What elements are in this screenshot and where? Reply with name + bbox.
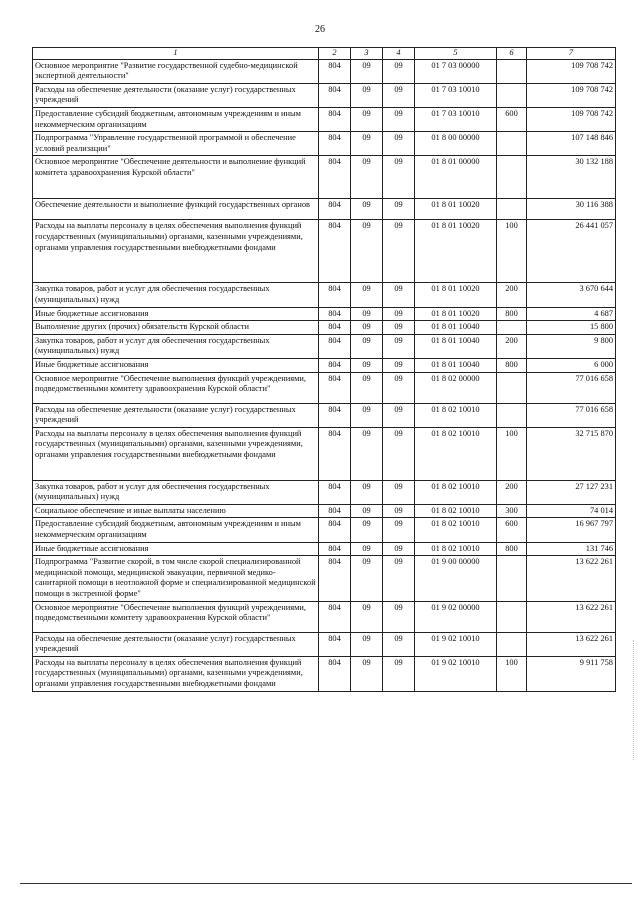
row-name-cell: Иные бюджетные ассигнования	[33, 307, 319, 321]
row-subsection-code: 09	[383, 480, 415, 504]
row-name-cell: Обеспечение деятельности и выполнение функций государственных органов	[33, 199, 319, 220]
row-subsection-code: 09	[383, 403, 415, 427]
row-target-article: 01 8 02 00000	[415, 372, 497, 403]
table-row	[33, 480, 616, 504]
row-expense-type: 800	[497, 358, 527, 372]
row-subsection-code: 09	[383, 518, 415, 542]
table-row	[33, 321, 616, 335]
row-section-code: 09	[351, 220, 383, 283]
row-ministry-code: 804	[319, 132, 351, 156]
row-section-code: 09	[351, 132, 383, 156]
header-col-4: 4	[383, 48, 415, 60]
row-subsection-code: 09	[383, 107, 415, 131]
row-name-cell: Предоставление субсидий бюджетным, автономным учреждениям и иным некоммерческим организациям	[33, 107, 319, 131]
row-name-cell: Расходы на обеспечение деятельности (оказание услуг) государственных учреждений	[33, 403, 319, 427]
row-expense-type	[497, 321, 527, 335]
row-amount: 13 622 261	[527, 601, 616, 632]
row-subsection-code: 09	[383, 307, 415, 321]
table-row	[33, 372, 616, 403]
row-target-article: 01 8 01 00000	[415, 156, 497, 199]
row-amount: 107 148 846	[527, 132, 616, 156]
row-amount: 109 708 742	[527, 83, 616, 107]
row-target-article: 01 7 03 10010	[415, 83, 497, 107]
row-subsection-code: 09	[383, 601, 415, 632]
row-section-code: 09	[351, 156, 383, 199]
row-amount: 77 016 658	[527, 403, 616, 427]
row-section-code: 09	[351, 632, 383, 656]
header-col-6: 6	[497, 48, 527, 60]
row-target-article: 01 8 01 10020	[415, 220, 497, 283]
row-target-article: 01 9 00 00000	[415, 556, 497, 601]
header-col-7: 7	[527, 48, 616, 60]
row-section-code: 09	[351, 334, 383, 358]
row-expense-type	[497, 632, 527, 656]
row-target-article: 01 9 02 10010	[415, 632, 497, 656]
row-section-code: 09	[351, 504, 383, 518]
row-section-code: 09	[351, 358, 383, 372]
row-section-code: 09	[351, 307, 383, 321]
row-name-cell: Расходы на выплаты персоналу в целях обеспечения выполнения функций государственных (муниципальными) органами, казенными учреждениями, органами управления государственными внебюджетными фондами	[33, 656, 319, 691]
table-row	[33, 358, 616, 372]
row-section-code: 09	[351, 283, 383, 307]
row-target-article: 01 7 03 10010	[415, 107, 497, 131]
row-ministry-code: 804	[319, 601, 351, 632]
row-section-code: 09	[351, 518, 383, 542]
row-target-article: 01 8 02 10010	[415, 427, 497, 480]
row-subsection-code: 09	[383, 199, 415, 220]
row-expense-type: 800	[497, 307, 527, 321]
row-ministry-code: 804	[319, 156, 351, 199]
row-ministry-code: 804	[319, 59, 351, 83]
table-row	[33, 504, 616, 518]
row-target-article: 01 8 01 10020	[415, 307, 497, 321]
row-ministry-code: 804	[319, 307, 351, 321]
table-row	[33, 403, 616, 427]
row-ministry-code: 804	[319, 321, 351, 335]
row-expense-type: 200	[497, 283, 527, 307]
row-ministry-code: 804	[319, 556, 351, 601]
row-name-cell: Иные бюджетные ассигнования	[33, 358, 319, 372]
row-ministry-code: 804	[319, 480, 351, 504]
row-subsection-code: 09	[383, 427, 415, 480]
row-ministry-code: 804	[319, 83, 351, 107]
row-ministry-code: 804	[319, 372, 351, 403]
row-name-cell: Социальное обеспечение и иные выплаты населению	[33, 504, 319, 518]
row-subsection-code: 09	[383, 59, 415, 83]
row-amount: 30 116 388	[527, 199, 616, 220]
row-ministry-code: 804	[319, 427, 351, 480]
page-number: 26	[315, 24, 325, 35]
table-row	[33, 542, 616, 556]
row-section-code: 09	[351, 656, 383, 691]
row-target-article: 01 8 02 10010	[415, 504, 497, 518]
row-subsection-code: 09	[383, 83, 415, 107]
row-name-cell: Выполнение других (прочих) обязательств Курской области	[33, 321, 319, 335]
row-ministry-code: 804	[319, 632, 351, 656]
row-expense-type	[497, 132, 527, 156]
table-row	[33, 83, 616, 107]
row-amount: 9 911 758	[527, 656, 616, 691]
row-expense-type: 600	[497, 107, 527, 131]
row-name-cell: Закупка товаров, работ и услуг для обеспечения государственных (муниципальных) нужд	[33, 480, 319, 504]
row-name-cell: Закупка товаров, работ и услуг для обеспечения государственных (муниципальных) нужд	[33, 283, 319, 307]
row-expense-type: 600	[497, 518, 527, 542]
row-amount: 131 746	[527, 542, 616, 556]
row-name-cell: Подпрограмма "Управление государственной программой и обеспечение условий реализации"	[33, 132, 319, 156]
row-ministry-code: 804	[319, 542, 351, 556]
table-row	[33, 132, 616, 156]
row-subsection-code: 09	[383, 632, 415, 656]
table-row	[33, 307, 616, 321]
table-row	[33, 59, 616, 83]
row-name-cell: Закупка товаров, работ и услуг для обеспечения государственных (муниципальных) нужд	[33, 334, 319, 358]
row-expense-type	[497, 601, 527, 632]
row-section-code: 09	[351, 542, 383, 556]
row-name-cell: Расходы на выплаты персоналу в целях обеспечения выполнения функций государственных (муниципальными) органами, казенными учреждениями, органами управления государственными внебюджетными фондами	[33, 220, 319, 283]
row-target-article: 01 8 01 10040	[415, 358, 497, 372]
row-amount: 27 127 231	[527, 480, 616, 504]
row-amount: 32 715 870	[527, 427, 616, 480]
row-expense-type: 300	[497, 504, 527, 518]
row-amount: 6 000	[527, 358, 616, 372]
row-name-cell: Основное мероприятие "Обеспечение выполнения функций учреждениями, подведомственными комитету здравоохранения Курской области"	[33, 601, 319, 632]
row-section-code: 09	[351, 321, 383, 335]
table-row	[33, 334, 616, 358]
row-name-cell: Иные бюджетные ассигнования	[33, 542, 319, 556]
row-expense-type	[497, 199, 527, 220]
table-row	[33, 601, 616, 632]
row-expense-type: 800	[497, 542, 527, 556]
row-amount: 109 708 742	[527, 59, 616, 83]
row-name-cell: Расходы на обеспечение деятельности (оказание услуг) государственных учреждений	[33, 83, 319, 107]
row-subsection-code: 09	[383, 542, 415, 556]
row-target-article: 01 8 02 10010	[415, 403, 497, 427]
header-col-2: 2	[319, 48, 351, 60]
row-target-article: 01 8 02 10010	[415, 542, 497, 556]
row-name-cell: Основное мероприятие "Обеспечение деятельности и выполнение функций комитета здравоохранения Курской области"	[33, 156, 319, 199]
table-row	[33, 518, 616, 542]
row-ministry-code: 804	[319, 220, 351, 283]
row-ministry-code: 804	[319, 504, 351, 518]
row-expense-type	[497, 156, 527, 199]
row-subsection-code: 09	[383, 556, 415, 601]
budget-table	[32, 47, 616, 692]
header-row	[33, 48, 616, 60]
row-expense-type	[497, 83, 527, 107]
table-body	[33, 59, 616, 691]
row-ministry-code: 804	[319, 199, 351, 220]
row-name-cell: Основное мероприятие "Развитие государственной судебно-медицинской экспертной деятельности"	[33, 59, 319, 83]
row-section-code: 09	[351, 199, 383, 220]
header-col-5: 5	[415, 48, 497, 60]
row-subsection-code: 09	[383, 283, 415, 307]
row-section-code: 09	[351, 83, 383, 107]
row-amount: 77 016 658	[527, 372, 616, 403]
row-section-code: 09	[351, 59, 383, 83]
row-amount: 13 622 261	[527, 632, 616, 656]
row-expense-type: 200	[497, 334, 527, 358]
row-subsection-code: 09	[383, 504, 415, 518]
row-subsection-code: 09	[383, 334, 415, 358]
row-expense-type: 200	[497, 480, 527, 504]
row-amount: 109 708 742	[527, 107, 616, 131]
row-expense-type: 100	[497, 656, 527, 691]
row-amount: 13 622 261	[527, 556, 616, 601]
row-ministry-code: 804	[319, 334, 351, 358]
row-expense-type: 100	[497, 220, 527, 283]
table-row	[33, 556, 616, 601]
row-name-cell: Расходы на выплаты персоналу в целях обеспечения выполнения функций государственных (муниципальными) органами, казенными учреждениями, органами управления государственными внебюджетными фондами	[33, 427, 319, 480]
row-section-code: 09	[351, 556, 383, 601]
row-ministry-code: 804	[319, 358, 351, 372]
row-section-code: 09	[351, 372, 383, 403]
row-subsection-code: 09	[383, 132, 415, 156]
row-target-article: 01 8 01 10020	[415, 283, 497, 307]
bottom-rule	[20, 883, 632, 884]
row-subsection-code: 09	[383, 220, 415, 283]
header-col-1: 1	[33, 48, 319, 60]
row-subsection-code: 09	[383, 156, 415, 199]
row-name-cell: Предоставление субсидий бюджетным, автономным учреждениям и иным некоммерческим организациям	[33, 518, 319, 542]
row-subsection-code: 09	[383, 358, 415, 372]
row-amount: 74 014	[527, 504, 616, 518]
row-amount: 30 132 188	[527, 156, 616, 199]
row-target-article: 01 7 03 00000	[415, 59, 497, 83]
table-row	[33, 199, 616, 220]
row-name-cell: Расходы на обеспечение деятельности (оказание услуг) государственных учреждений	[33, 632, 319, 656]
header-col-3: 3	[351, 48, 383, 60]
table-row	[33, 156, 616, 199]
row-name-cell: Основное мероприятие "Обеспечение выполнения функций учреждениями, подведомственными комитету здравоохранения Курской области"	[33, 372, 319, 403]
row-amount: 3 670 644	[527, 283, 616, 307]
row-expense-type	[497, 403, 527, 427]
row-target-article: 01 8 00 00000	[415, 132, 497, 156]
row-subsection-code: 09	[383, 656, 415, 691]
table-row	[33, 632, 616, 656]
row-ministry-code: 804	[319, 656, 351, 691]
row-name-cell: Подпрограмма "Развитие скорой, в том числе скорой специализированной медицинской помощи, медицинской эвакуации, первичной медико-санитарной помощи в неотложной форме и специализированной медицинской помощи в экстренной форме"	[33, 556, 319, 601]
row-amount: 15 800	[527, 321, 616, 335]
row-amount: 4 687	[527, 307, 616, 321]
row-section-code: 09	[351, 403, 383, 427]
table-row	[33, 220, 616, 283]
table-row	[33, 107, 616, 131]
row-target-article: 01 9 02 00000	[415, 601, 497, 632]
row-amount: 9 800	[527, 334, 616, 358]
row-target-article: 01 8 02 10010	[415, 480, 497, 504]
row-target-article: 01 9 02 10010	[415, 656, 497, 691]
row-section-code: 09	[351, 601, 383, 632]
row-target-article: 01 8 02 10010	[415, 518, 497, 542]
row-amount: 16 967 797	[527, 518, 616, 542]
row-target-article: 01 8 01 10040	[415, 321, 497, 335]
table-row	[33, 656, 616, 691]
table-row	[33, 427, 616, 480]
row-expense-type: 100	[497, 427, 527, 480]
row-ministry-code: 804	[319, 107, 351, 131]
row-subsection-code: 09	[383, 321, 415, 335]
scan-edge-marks	[629, 640, 634, 760]
row-section-code: 09	[351, 427, 383, 480]
row-subsection-code: 09	[383, 372, 415, 403]
table-row	[33, 283, 616, 307]
row-expense-type	[497, 372, 527, 403]
row-section-code: 09	[351, 107, 383, 131]
row-target-article: 01 8 01 10020	[415, 199, 497, 220]
row-amount: 26 441 057	[527, 220, 616, 283]
row-target-article: 01 8 01 10040	[415, 334, 497, 358]
row-ministry-code: 804	[319, 518, 351, 542]
row-expense-type	[497, 556, 527, 601]
row-ministry-code: 804	[319, 403, 351, 427]
row-ministry-code: 804	[319, 283, 351, 307]
row-expense-type	[497, 59, 527, 83]
row-section-code: 09	[351, 480, 383, 504]
